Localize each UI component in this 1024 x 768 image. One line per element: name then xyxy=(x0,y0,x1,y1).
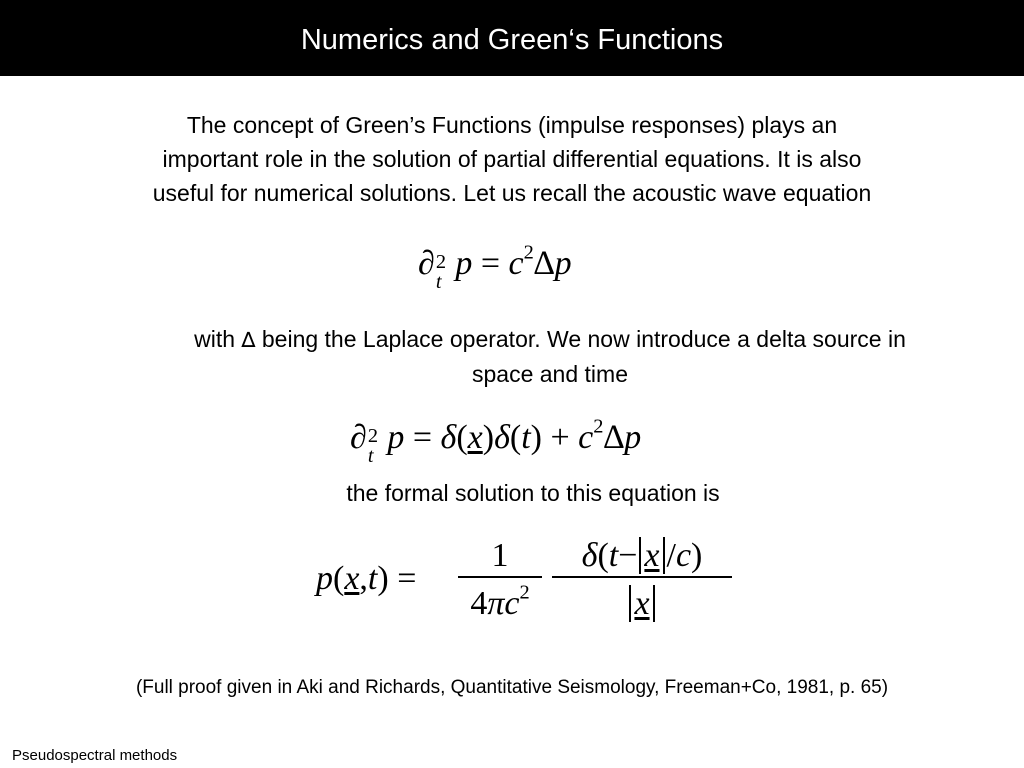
division-slash: / xyxy=(666,537,676,574)
laplace-description xyxy=(100,322,1000,391)
partial-symbol: ∂ xyxy=(418,245,435,282)
proof-reference: (Full proof given in Aki and Richards, Quantitative Seismology, Freeman+Co, 1981, p. 65) xyxy=(135,677,889,698)
pressure-var: p xyxy=(455,245,473,282)
close-paren: ) xyxy=(691,537,703,574)
comma: , xyxy=(359,560,368,597)
equals-sign: = xyxy=(480,245,500,282)
delta-function: δ xyxy=(581,537,598,574)
plus-sign: + xyxy=(550,419,570,456)
velocity-var: c xyxy=(504,585,520,622)
distance-abs xyxy=(629,585,654,622)
time-var: t xyxy=(367,560,378,597)
pressure-var-rhs: p xyxy=(554,245,572,282)
velocity-exponent: 2 xyxy=(519,581,530,604)
laplace-description-line-1 xyxy=(100,322,1000,357)
intro-line-2: important role in the solution of partial differential equations. It is also xyxy=(162,146,862,172)
velocity-var: c xyxy=(578,419,594,456)
velocity-exponent: 2 xyxy=(593,415,604,438)
prefactor-fraction-bar xyxy=(458,576,542,578)
close-paren: ) xyxy=(482,419,495,456)
close-paren: ) xyxy=(377,560,389,597)
position-vector: x xyxy=(634,585,650,622)
laplace-symbol: ∆ xyxy=(533,245,555,282)
pi-symbol: π xyxy=(487,585,505,622)
position-vector: x xyxy=(467,419,483,456)
delta-function-time: δ xyxy=(494,419,510,456)
equals-sign: = xyxy=(412,419,432,456)
partial-indices xyxy=(367,418,379,467)
velocity-var: c xyxy=(675,537,692,574)
time-var: t xyxy=(521,419,531,456)
propagator-numerator xyxy=(552,536,732,576)
partial-symbol: ∂ xyxy=(350,419,367,456)
propagator-fraction-bar xyxy=(552,576,732,578)
solution-lhs xyxy=(316,559,416,599)
velocity-exponent: 2 xyxy=(523,241,534,264)
title-bar xyxy=(0,0,1024,76)
laplace-symbol: ∆ xyxy=(603,419,625,456)
pressure-var: p xyxy=(316,560,333,597)
delta-function-space: δ xyxy=(440,419,457,456)
equals-sign: = xyxy=(397,560,417,597)
intro-line-1: The concept of Green’s Functions (impulse responses) plays an xyxy=(186,112,838,138)
open-paren: ( xyxy=(456,419,468,456)
close-paren: ) xyxy=(530,419,542,456)
partial-order: 2 xyxy=(435,251,447,273)
distance-abs xyxy=(639,537,664,574)
laplace-operator-symbol: ∆ xyxy=(241,328,256,352)
wave-equation xyxy=(418,241,572,293)
intro-line-3: useful for numerical solutions. Let us recall the acoustic wave equation xyxy=(152,180,872,206)
prefactor-numerator: 1 xyxy=(491,537,509,574)
time-var: t xyxy=(608,537,619,574)
open-paren: ( xyxy=(333,560,345,597)
four: 4 xyxy=(470,585,488,622)
propagator-denominator xyxy=(552,584,732,624)
position-vector: x xyxy=(644,537,660,574)
velocity-var: c xyxy=(508,245,524,282)
position-vector: x xyxy=(344,560,360,597)
open-paren: ( xyxy=(597,537,609,574)
pressure-var: p xyxy=(387,419,405,456)
laplace-description-line-2: space and time xyxy=(472,361,628,387)
partial-indices xyxy=(435,244,447,293)
greens-function-solution xyxy=(316,536,746,626)
slide-title: Numerics and Green‘s Functions xyxy=(300,24,724,56)
laplace-description-rest: being the Laplace operator. We now introduce a delta source in xyxy=(261,326,906,352)
pressure-var-rhs: p xyxy=(624,419,642,456)
partial-variable: t xyxy=(367,445,374,467)
intro-paragraph xyxy=(40,108,984,210)
partial-variable: t xyxy=(435,271,442,293)
with-word: with xyxy=(194,326,236,352)
prefactor-denominator xyxy=(458,581,542,624)
minus-sign: − xyxy=(618,537,638,574)
prefactor-fraction xyxy=(458,536,542,626)
partial-order: 2 xyxy=(367,425,379,447)
open-paren: ( xyxy=(509,419,522,456)
formal-solution-text: the formal solution to this equation is xyxy=(346,480,720,506)
footer-label: Pseudospectral methods xyxy=(12,747,178,764)
source-equation xyxy=(350,415,642,467)
propagator-fraction xyxy=(552,536,732,626)
